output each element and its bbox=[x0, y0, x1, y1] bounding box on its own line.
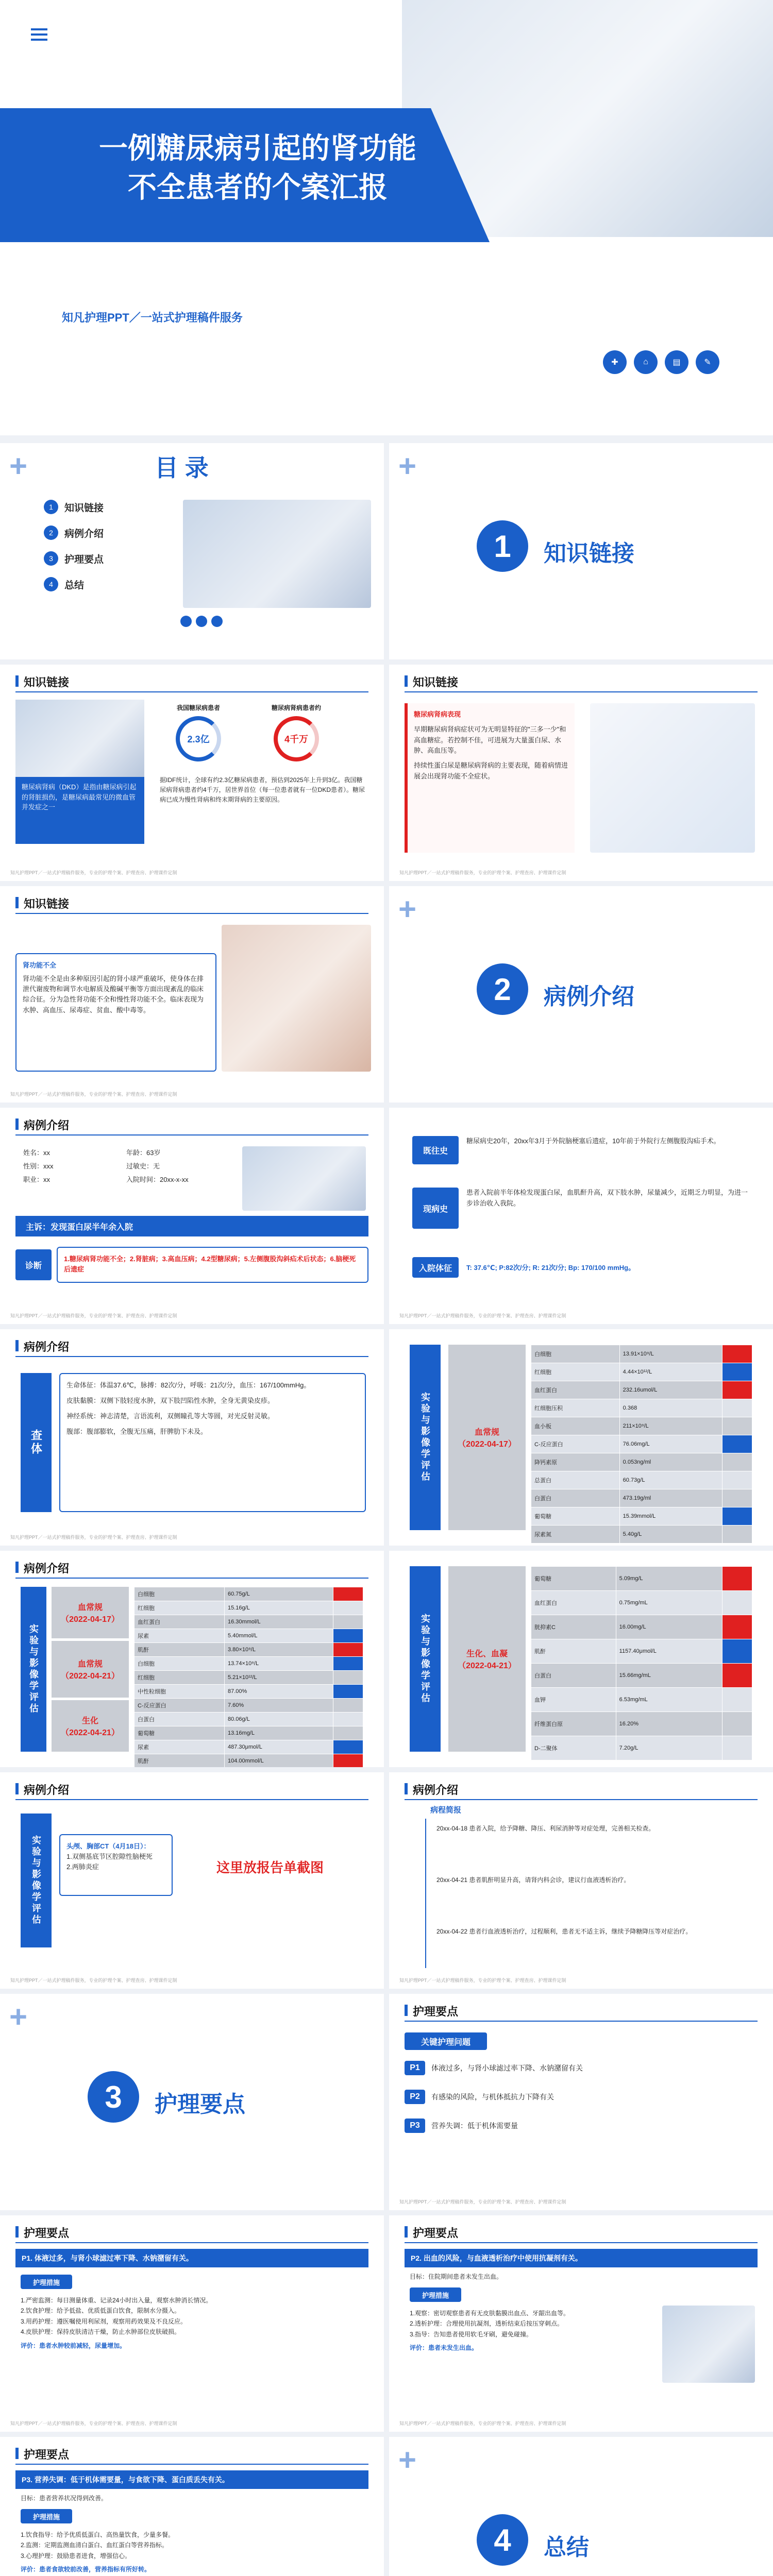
cover-title-line1: 一例糖尿病引起的肾功能 bbox=[99, 132, 416, 164]
measure-label: 护理措施 bbox=[21, 2275, 72, 2289]
nursing1-slide bbox=[0, 2215, 384, 2432]
footer: 知凡护理PPT／一站式护理稿件服务，专业的护理个案、护理查房、护理课件定制 bbox=[399, 2199, 566, 2205]
plus-icon: + bbox=[9, 1999, 28, 2034]
nursing2-slide bbox=[389, 2215, 773, 2432]
hospital-icon: ⌂ bbox=[634, 350, 658, 374]
stat2: 糖尿病肾病患者约 4千万 bbox=[263, 703, 330, 761]
toc-dots bbox=[180, 616, 223, 627]
left-text: 糖尿病肾病（DKD）是指由糖尿病引起的肾脏损伤，是糖尿病最常见的微血管并发症之一 bbox=[22, 783, 137, 811]
toc-slide bbox=[0, 443, 384, 659]
header-line bbox=[405, 2021, 758, 2022]
diagnosis-box: 1.糖尿病肾功能不全；2.肾脏病；3.高血压病；4.2型糖尿病；5.左侧腹股沟斜疝术后状态；6.脑梗死后遗症 bbox=[57, 1247, 368, 1283]
lab-tag: 实验与影像学评估 bbox=[21, 1587, 46, 1752]
problems-title: 关键护理问题 bbox=[405, 2032, 487, 2050]
nurse-photo bbox=[662, 2306, 755, 2383]
ct-box: 头颅、胸部CT（4月18日）： 1.双侧基底节区腔隙性脑梗死 2.两肺炎症 bbox=[59, 1834, 173, 1896]
plus-icon: + bbox=[9, 449, 28, 483]
present-text: 患者入院前半年体检发现蛋白尿，血肌酐升高，双下肢水肿，尿量减少，近期乏力明显，为进一步诊治收入我院。 bbox=[466, 1189, 748, 1207]
lab-label-1: 血常规 （2022-04-17） bbox=[52, 1587, 129, 1638]
measure-label: 护理措施 bbox=[410, 2287, 461, 2302]
course-subtitle: 病程简报 bbox=[430, 1806, 462, 1815]
knowledge2-slide bbox=[389, 665, 773, 881]
footer: 知凡护理PPT／一站式护理稿件服务，专业的护理个案、护理查房、护理课件定制 bbox=[10, 1092, 177, 1097]
header-line bbox=[15, 691, 368, 692]
header-line bbox=[405, 2242, 758, 2243]
table-row: 红细胞 5.21×10¹²/L bbox=[135, 1671, 363, 1685]
case6-slide bbox=[389, 1551, 773, 1767]
toc-item[interactable]: 4 总结 bbox=[44, 577, 104, 591]
vitals-label: 入院体征 bbox=[412, 1257, 459, 1278]
case8-slide bbox=[389, 1772, 773, 1989]
header-line bbox=[405, 691, 758, 692]
header-line bbox=[15, 1578, 368, 1579]
header-line bbox=[15, 1799, 368, 1800]
knowledge1-slide bbox=[0, 665, 384, 881]
case7-slide bbox=[0, 1772, 384, 1989]
section3-slide bbox=[0, 1994, 384, 2210]
table-row: 总蛋白 60.73g/L bbox=[531, 1471, 752, 1489]
table-row: 白蛋白 473.19g/ml bbox=[531, 1489, 752, 1507]
header-line bbox=[15, 2464, 368, 2465]
exam-tag: 查体 bbox=[21, 1373, 52, 1512]
section-number: 1 bbox=[477, 520, 528, 572]
history-text: 糖尿病史20年，20xx年3月于外院脑梗塞后遗症，10年前于外院行左侧腹股沟疝手术。 bbox=[466, 1137, 720, 1145]
table-row: 肌酐 1157.40μmol/L bbox=[531, 1639, 752, 1664]
case3-slide bbox=[0, 1329, 384, 1546]
header-line bbox=[15, 913, 368, 914]
nursing3-slide bbox=[0, 2437, 384, 2576]
cover-title-line2: 不全患者的个案汇报 bbox=[128, 171, 388, 204]
table-row: 血红蛋白 16.30mmol/L bbox=[135, 1615, 363, 1629]
toc-item[interactable]: 2 病例介绍 bbox=[44, 526, 104, 540]
table-row: 白蛋白 15.66mg/mL bbox=[531, 1664, 752, 1688]
lab-group-label: 生化、血凝 （2022-04-21） bbox=[448, 1566, 526, 1752]
slide-header: 知识链接 bbox=[405, 674, 458, 690]
measures: 1.饮食指导：给予优质低蛋白、高热量饮食，少量多餐。 2.监测：定期监测血清白蛋白、血红蛋白等营养指标。 3.心理护理：鼓励患者进食，增强信心。 评价：患者食欲较前改善，营养指标有所好转。 bbox=[21, 2531, 175, 2573]
definition-box: 肾功能不全 肾功能不全是由多种原因引起的肾小球严重破坏，使身体在排泄代谢废物和调节水电解质及酸碱平衡等方面出现紊乱的临床综合征。分为急性肾功能不全和慢性肾功能不全。临床表现为水肿、高血压、尿毒症、贫血、酸中毒等。 bbox=[15, 953, 216, 1072]
patient-photo bbox=[15, 700, 144, 777]
slide-header: 病例介绍 bbox=[405, 1782, 458, 1798]
table-row: 红细胞压积 0.368 bbox=[531, 1399, 752, 1417]
table-row: 血红蛋白 232.16umol/L bbox=[531, 1381, 752, 1399]
measures: 1.观察：密切观察患者有无皮肤黏膜出血点、牙龈出血等。 2.透析护理：合理使用抗凝剂，透析结束后按压穿刺点。 3.指导：告知患者使用软毛牙刷，避免碰撞。 评价：患者未发生出血。 bbox=[410, 2310, 570, 2352]
cover-slide bbox=[0, 0, 773, 435]
header-line bbox=[15, 1356, 368, 1357]
footer: 知凡护理PPT／一站式护理稿件服务，专业的护理个案、护理查房、护理课件定制 bbox=[10, 870, 177, 875]
case2-slide bbox=[389, 1108, 773, 1324]
section-number: 2 bbox=[477, 963, 528, 1015]
slide-header: 病例介绍 bbox=[15, 1117, 69, 1133]
section-title: 护理要点 bbox=[155, 2092, 245, 2117]
slide-header: 护理要点 bbox=[405, 2003, 458, 2019]
table-row: 降钙素原 0.053ng/ml bbox=[531, 1453, 752, 1471]
slide-header: 护理要点 bbox=[15, 2225, 69, 2241]
section-title: 病例介绍 bbox=[544, 984, 634, 1009]
problems-list: P1 体液过多，与肾小球滤过率下降、水钠潴留有关 P2 有感染的风险，与机体抵抗力下降有关 P3 营养失调：低于机体需要量 bbox=[405, 2061, 755, 2133]
lab-tag: 实验与影像学评估 bbox=[410, 1566, 441, 1752]
footer: 知凡护理PPT／一站式护理稿件服务，专业的护理个案、护理查房、护理课件定制 bbox=[399, 1978, 566, 1983]
section-number: 4 bbox=[477, 2514, 528, 2566]
kidney-illustration bbox=[590, 703, 755, 853]
toc-item[interactable]: 1 知识链接 bbox=[44, 500, 104, 514]
section-number: 3 bbox=[88, 2071, 139, 2123]
table-row: 血小板 211×10⁹/L bbox=[531, 1417, 752, 1435]
footer: 知凡护理PPT／一站式护理稿件服务，专业的护理个案、护理查房、护理课件定制 bbox=[10, 1313, 177, 1318]
cover-subtitle: 知凡护理PPT／一站式护理稿件服务 bbox=[62, 311, 243, 324]
stethoscope-icon: ✚ bbox=[603, 350, 627, 374]
slide-header: 护理要点 bbox=[405, 2225, 458, 2241]
complaint-bar: 主诉：发现蛋白尿半年余入院 bbox=[15, 1216, 368, 1236]
footer: 知凡护理PPT／一站式护理稿件服务，专业的护理个案、护理查房、护理课件定制 bbox=[399, 1313, 566, 1318]
target: 目标：住院期间患者未发生出血。 bbox=[410, 2273, 503, 2280]
report-placeholder: 这里放报告单截图 bbox=[216, 1860, 324, 1875]
footer: 知凡护理PPT／一站式护理稿件服务，专业的护理个案、护理查房、护理课件定制 bbox=[10, 2421, 177, 2426]
section4-slide bbox=[389, 2437, 773, 2576]
medicine-icon: ▤ bbox=[665, 350, 688, 374]
problem-title: P1. 体液过多，与肾小球滤过率下降、水钠潴留有关。 bbox=[15, 2249, 368, 2267]
table-row: C-反应蛋白 7.60% bbox=[135, 1699, 363, 1713]
case1-slide bbox=[0, 1108, 384, 1324]
table-row: 红细胞 15.16g/L bbox=[135, 1601, 363, 1615]
table-row: 红细胞 4.44×10¹²/L bbox=[531, 1363, 752, 1381]
knowledge3-slide bbox=[0, 886, 384, 1103]
measure-label: 护理措施 bbox=[21, 2509, 72, 2523]
lab-tag: 实验与影像学评估 bbox=[21, 1814, 52, 1947]
cover-icons bbox=[603, 350, 719, 374]
table-row: 血钾 6.53mg/mL bbox=[531, 1688, 752, 1712]
table-row: D-二聚体 7.20g/L bbox=[531, 1736, 752, 1760]
history-label: 既往史 bbox=[412, 1136, 459, 1164]
section-title: 总结 bbox=[544, 2535, 589, 2560]
kidney-photo bbox=[222, 925, 371, 1072]
syringe-icon: ✎ bbox=[696, 350, 719, 374]
lab-tag: 实验与影像学评估 bbox=[410, 1345, 441, 1530]
lab-group-label: 血常规 （2022-04-17） bbox=[448, 1345, 526, 1530]
footer: 知凡护理PPT／一站式护理稿件服务，专业的护理个案、护理查房、护理课件定制 bbox=[10, 1535, 177, 1540]
case5-slide bbox=[0, 1551, 384, 1767]
header-line bbox=[15, 1134, 368, 1136]
header-line bbox=[15, 2242, 368, 2243]
table-row: 白蛋白 80.06g/L bbox=[135, 1713, 363, 1726]
table-row: 肌酐 104.00mmol/L bbox=[135, 1754, 363, 1768]
table-row: C-反应蛋白 76.06mg/L bbox=[531, 1435, 752, 1453]
section-title: 知识链接 bbox=[544, 541, 634, 566]
cover-title bbox=[62, 129, 453, 207]
slide-header: 护理要点 bbox=[15, 2446, 69, 2462]
table-row: 纤维蛋白原 16.20% bbox=[531, 1712, 752, 1736]
vitals-text: T: 37.6℃; P:82次/分; R: 21次/分; Bp: 170/100 mmHg。 bbox=[466, 1264, 635, 1272]
toc-title: 目 录 bbox=[155, 454, 209, 481]
measures: 1.严密监测：每日测量体重、记录24小时出入量，观察水肿消长情况。 2.饮食护理：给予低盐、优质低蛋白饮食，限制水分摄入。 3.用药护理：遵医嘱使用利尿剂，观察用药效果及不良反应。 4.皮肤护理：保持皮肤清洁干燥，防止水肿部位皮肤破损。 评价：患者水肿较前减轻，尿量增加。 bbox=[21, 2297, 212, 2349]
case4-slide bbox=[389, 1329, 773, 1546]
xray-photo bbox=[242, 1146, 366, 1211]
table-row: 白细胞 60.75g/L bbox=[135, 1587, 363, 1601]
table-row: 白细胞 13.74×10⁹/L bbox=[135, 1657, 363, 1671]
menu-icon[interactable] bbox=[31, 28, 47, 41]
table-row: 中性粒细胞 87.00% bbox=[135, 1685, 363, 1699]
table-row: 肌酐 3.80×10⁹/L bbox=[135, 1643, 363, 1657]
table-row: 葡萄糖 15.39mmol/L bbox=[531, 1507, 752, 1526]
table-row: 葡萄糖 13.16mg/L bbox=[135, 1726, 363, 1740]
header-line bbox=[405, 1799, 758, 1800]
footer: 知凡护理PPT／一站式护理稿件服务，专业的护理个案、护理查房、护理课件定制 bbox=[10, 1978, 177, 1983]
slide-header: 知识链接 bbox=[15, 674, 69, 690]
stat1: 我国糖尿病患者 2.3亿 bbox=[165, 703, 232, 761]
plus-icon: + bbox=[398, 892, 417, 926]
table-row: 血红蛋白 0.75mg/mL bbox=[531, 1591, 752, 1615]
plus-icon: + bbox=[398, 2443, 417, 2477]
lab-label-2: 血常规 （2022-04-21） bbox=[52, 1641, 129, 1698]
slide-header: 病例介绍 bbox=[15, 1338, 69, 1354]
slide-header: 病例介绍 bbox=[15, 1560, 69, 1576]
doctor-photo bbox=[183, 500, 371, 608]
left-panel bbox=[15, 700, 144, 844]
slide-header: 知识链接 bbox=[15, 895, 69, 911]
target: 目标：患者营养状况得到改善。 bbox=[21, 2495, 108, 2502]
section1-slide bbox=[389, 443, 773, 659]
red-box: 糖尿病肾病表现 早期糖尿病肾病症状可为无明显特征的"三多一少"和高血糖症。若控制不佳，可进展为大量蛋白尿、水肿、高血压等。 持续性蛋白尿是糖尿病肾病的主要表现，随着病情进展会出现肾功能不全症状。 bbox=[405, 703, 575, 853]
lab-table bbox=[134, 1587, 363, 1767]
table-row: 尿素 5.40mmol/L bbox=[135, 1629, 363, 1643]
patient-info: 姓名：xx 年龄：63岁 性别：xxx 过敏史：无 职业：xx 入院时间：20xx-x-xx bbox=[23, 1149, 189, 1183]
lab-table bbox=[531, 1345, 752, 1544]
body-text: 据IDF统计，全球有约2.3亿糖尿病患者，预估到2025年上升到3亿。我国糖尿病肾病患者约4千万，居世界首位（每一位患者就有一位DKD患者）。糖尿病已成为慢性肾病和终末期肾病的主要原因。 bbox=[160, 776, 365, 804]
toc-list bbox=[44, 500, 104, 591]
lab-label-3: 生化 （2022-04-21） bbox=[52, 1700, 129, 1752]
diagnosis-label: 诊断 bbox=[15, 1249, 52, 1280]
table-row: 尿素氮 5.40g/L bbox=[531, 1526, 752, 1544]
slide-header: 病例介绍 bbox=[15, 1782, 69, 1798]
plus-icon: + bbox=[398, 449, 417, 483]
toc-item[interactable]: 3 护理要点 bbox=[44, 551, 104, 566]
table-row: 葡萄糖 5.09mg/L bbox=[531, 1567, 752, 1591]
table-row: 白细胞 13.91×10⁹/L bbox=[531, 1345, 752, 1363]
footer: 知凡护理PPT／一站式护理稿件服务，专业的护理个案、护理查房、护理课件定制 bbox=[399, 2421, 566, 2426]
exam-box: 生命体征：体温37.6℃，脉搏：82次/分，呼吸：21次/分，血压：167/100mmHg。 皮肤黏膜：双侧下肢轻度水肿，双下肢凹陷性水肿，全身无黄染皮疹。 神经系统：神志清楚，言语流利，双侧瞳孔等大等圆，对光反射灵敏。 腹部：腹部膨软，全腹无压痛，肝脾肋下未及。 bbox=[59, 1373, 366, 1512]
timeline: 20xx-04-18 患者入院，给予降糖、降压、利尿消肿等对症处理，完善相关检查。 20xx-04-21 患者肌酐明显升高，请肾内科会诊，建议行血液透析治疗。 20xx-04-22 患者行血液透析治疗，过程顺利，患者无不适主诉，继续予降糖降压等对症治疗。 bbox=[425, 1819, 756, 1968]
table-row: 尿素 487.30μmol/L bbox=[135, 1740, 363, 1754]
footer: 知凡护理PPT／一站式护理稿件服务，专业的护理个案、护理查房、护理课件定制 bbox=[399, 870, 566, 875]
section2-slide bbox=[389, 886, 773, 1103]
problem-title: P2. 出血的风险，与血液透析治疗中使用抗凝剂有关。 bbox=[405, 2249, 758, 2267]
table-row: 胱抑素C 16.00mg/L bbox=[531, 1615, 752, 1639]
lab-table bbox=[531, 1566, 752, 1760]
nursing0-slide bbox=[389, 1994, 773, 2210]
problem-title: P3. 营养失调：低于机体需要量，与食欲下降、蛋白质丢失有关。 bbox=[15, 2470, 368, 2489]
present-label: 现病史 bbox=[412, 1188, 459, 1229]
